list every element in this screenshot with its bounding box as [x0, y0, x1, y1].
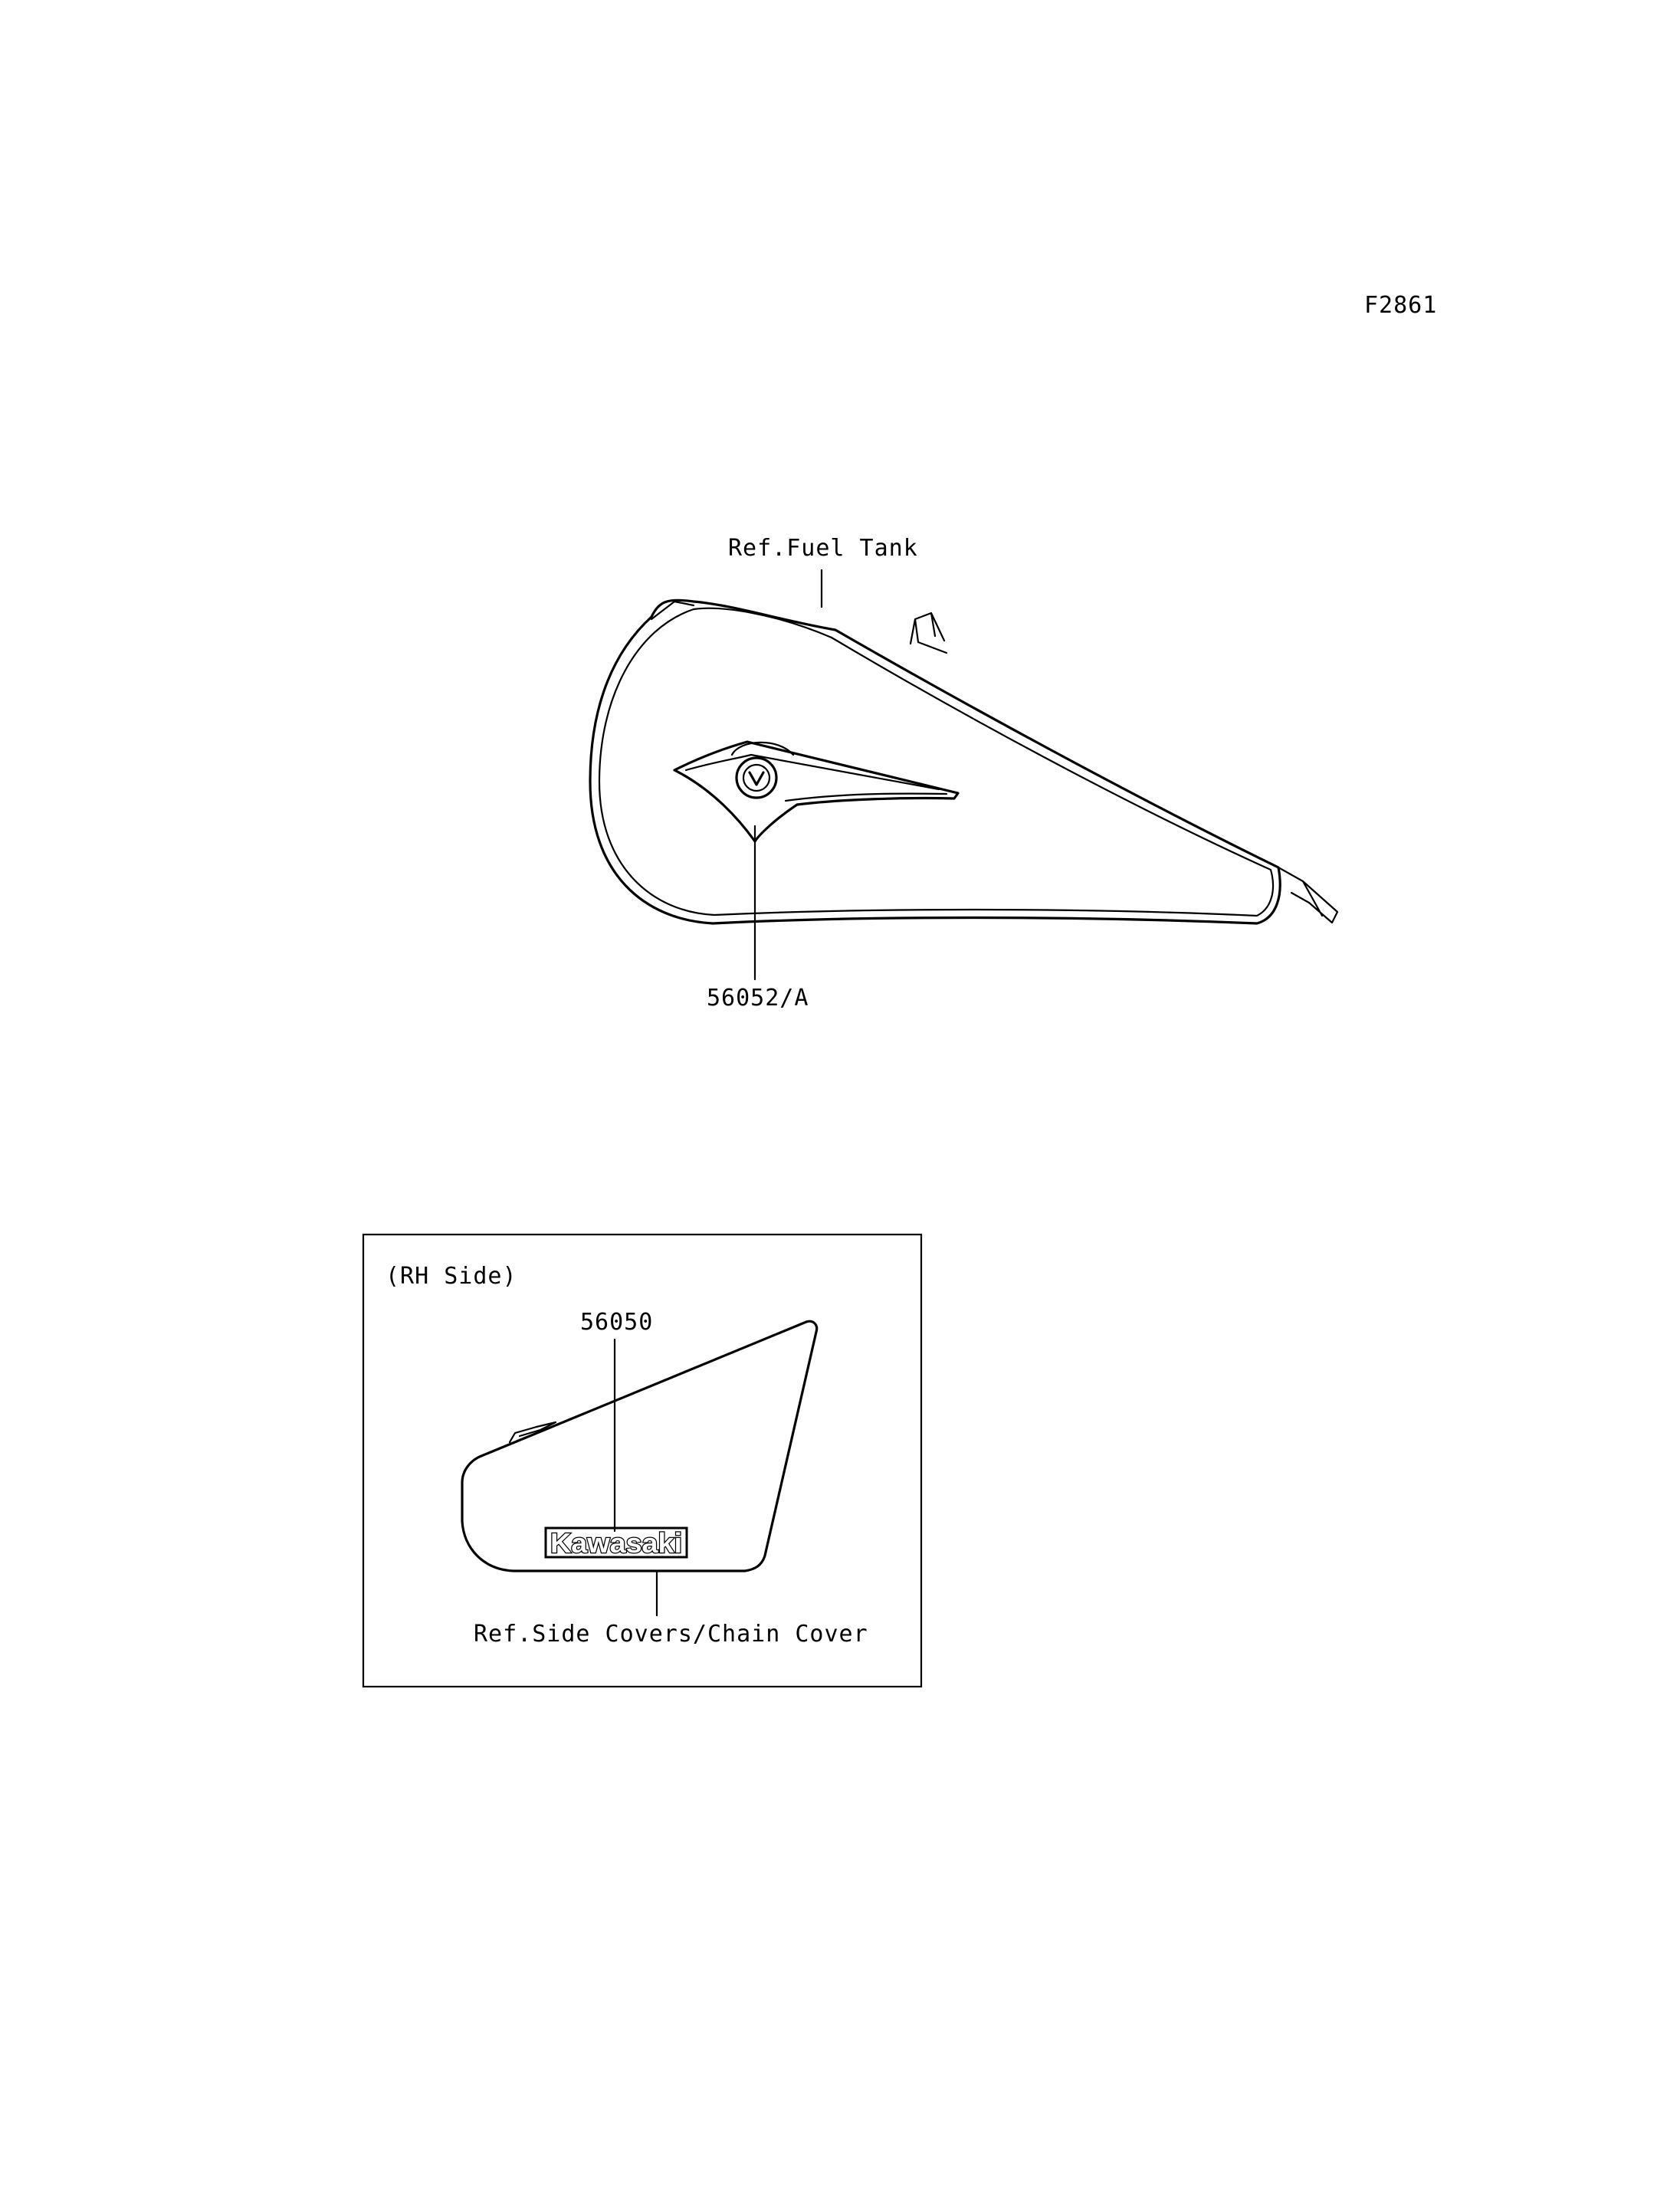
fuel-tank-inner-edge: [599, 608, 1273, 916]
kawasaki-emblem: [546, 1527, 687, 1559]
inset-title: (RH Side): [386, 1263, 517, 1290]
fuel-tank-drawing: [590, 570, 1337, 979]
tank-emblem: [674, 742, 958, 841]
emblem-upper-stripe: [686, 755, 939, 789]
side-cover-tab: [510, 1422, 556, 1442]
kawasaki-emblem-text: Kawasaki: [550, 1527, 682, 1559]
ref-fuel-tank-label: Ref.Fuel Tank: [728, 535, 918, 562]
part-label-56052: 56052/A: [707, 985, 809, 1012]
emblem-badge-ring: [737, 758, 776, 798]
part-label-56050: 56050: [580, 1309, 654, 1336]
ref-side-covers-label: Ref.Side Covers/Chain Cover: [474, 1621, 868, 1648]
inset-frame: [363, 1235, 921, 1687]
emblem-badge-inner: [743, 765, 769, 791]
fuel-tank-top-fin: [651, 602, 694, 619]
v-logo-icon: [750, 772, 763, 785]
figure-code: F2861: [1364, 292, 1438, 319]
side-cover-drawing: [462, 1321, 817, 1615]
filler-cap-bracket: [911, 613, 947, 653]
fuel-tank-rear-tab: [1278, 867, 1337, 923]
emblem-wing-outline: [674, 742, 958, 841]
